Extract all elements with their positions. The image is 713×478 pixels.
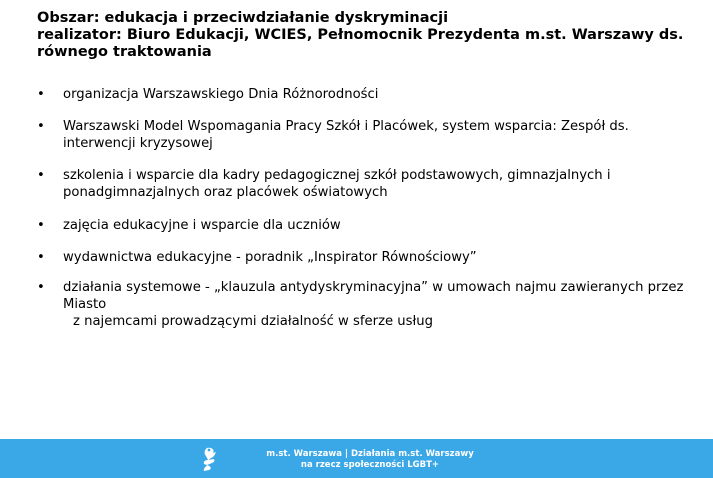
list-item bbox=[37, 217, 697, 234]
footer-caption bbox=[240, 449, 500, 471]
bullet-dot: • bbox=[37, 280, 45, 295]
list-item-text: szkolenia i wsparcie dla kadry pedagogicznej szkół podstawowych, gimnazjalnych i ponadgimnazjalnych oraz placówek oświatowych bbox=[63, 168, 611, 200]
list-item bbox=[37, 86, 697, 103]
bullet-dot: • bbox=[37, 87, 45, 102]
list-item-text: organizacja Warszawskiego Dnia Różnorodności bbox=[63, 87, 379, 102]
bullet-dot: • bbox=[37, 218, 45, 233]
list-item-continuation: z najemcami prowadzącymi działalność w sferze usług bbox=[73, 314, 434, 329]
list-item-text: zajęcia edukacyjne i wsparcie dla uczniów bbox=[63, 218, 341, 233]
bullet-dot: • bbox=[37, 168, 45, 183]
footer-bar bbox=[0, 439, 713, 478]
area-title: Obszar: edukacja i przeciwdziałanie dyskryminacji bbox=[37, 10, 449, 26]
slide-header bbox=[37, 10, 707, 61]
list-item-text: wydawnictwa edukacyjne - poradnik „Inspirator Równościowy” bbox=[63, 250, 477, 265]
list-item bbox=[37, 249, 697, 266]
bullet-dot: • bbox=[37, 250, 45, 265]
list-item-text: Warszawski Model Wspomagania Pracy Szkół i Placówek, system wsparcia: Zespół ds. interwencji kryzysowej bbox=[63, 119, 629, 151]
list-item bbox=[37, 167, 697, 201]
bullet-list bbox=[37, 86, 697, 330]
warsaw-mermaid-icon bbox=[198, 445, 222, 473]
implementer-title: realizator: Biuro Edukacji, WCIES, Pełnomocnik Prezydenta m.st. Warszawy ds. równego traktowania bbox=[37, 27, 684, 60]
bullet-dot: • bbox=[37, 119, 45, 134]
footer-line-1: m.st. Warszawa | Działania m.st. Warszawy bbox=[266, 449, 474, 459]
list-item bbox=[37, 118, 697, 152]
list-item bbox=[37, 279, 697, 330]
list-item-text: działania systemowe - „klauzula antydyskryminacyjna” w umowach najmu zawieranych przez Miasto bbox=[63, 280, 684, 312]
footer-line-2: na rzecz społeczności LGBT+ bbox=[300, 460, 440, 470]
